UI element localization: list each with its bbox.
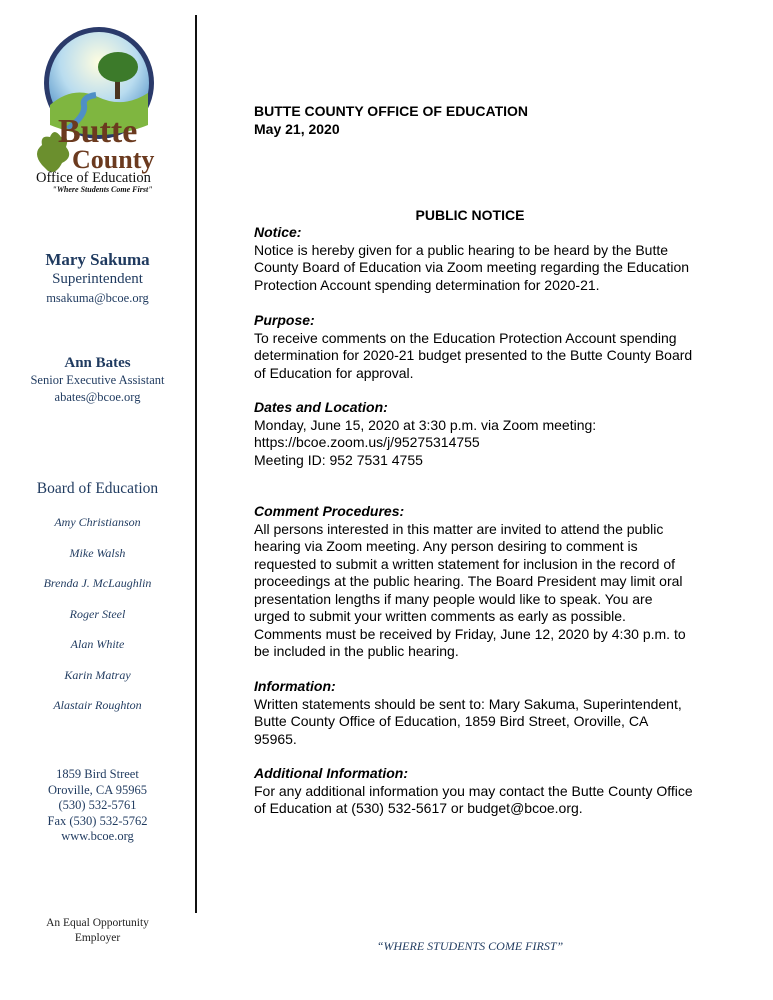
logo-tagline: "Where Students Come First" [52,185,153,194]
equal-opportunity-statement [0,916,195,945]
footer-motto: “WHERE STUDENTS COME FIRST” [376,939,564,953]
sidebar-divider [195,15,197,913]
section-heading: Purpose: [254,312,315,328]
board-member: Karin Matray [64,668,131,682]
section-heading: Comment Procedures: [254,503,405,519]
address-phone: (530) 532-5761 [58,798,137,812]
eoe-line: An Equal Opportunity [46,917,149,929]
section-comment-procedures [254,503,754,661]
section-heading: Additional Information: [254,765,408,781]
section-additional-information [254,765,754,818]
board-member: Alastair Roughton [53,698,142,712]
address-web: www.bcoe.org [61,829,134,843]
logo-tree-canopy [98,52,138,82]
board-member: Roger Steel [69,607,126,621]
section-notice [254,224,754,294]
assistant-email: abates@bcoe.org [54,390,141,404]
notice-title: PUBLIC NOTICE [415,207,525,223]
section-body: To receive comments on the Education Protection Account spending determination for 2020-21 budget presented to the Butte County Board of Education for approval. [254,329,693,381]
section-heading: Dates and Location: [254,399,388,415]
office-address [0,767,195,845]
section-body: Monday, June 15, 2020 at 3:30 p.m. via Zoom meeting: https://bcoe.zoom.us/j/95275314755 Meeting ID: 952 7531 4755 [254,416,597,468]
address-street: 1859 Bird Street [56,767,139,781]
logo-word-butte: Butte [58,113,138,150]
assistant-name: Ann Bates [64,355,131,371]
superintendent-email: msakuma@bcoe.org [46,291,149,305]
superintendent-title: Superintendent [52,271,143,287]
address-city: Oroville, CA 95965 [48,782,147,797]
section-heading: Information: [254,678,336,694]
notice-date: May 21, 2020 [254,121,340,137]
section-body: Written statements should be sent to: Mary Sakuma, Superintendent, Butte County Office of Education, 1859 Bird Street, Oroville, CA 95965. [254,695,682,747]
section-heading: Notice: [254,224,302,240]
section-body: For any additional information you may contact the Butte County Office of Education at (530) 532-5617 or budget@bcoe.org. [254,782,693,816]
eoe-line: Employer [74,931,121,944]
section-purpose [254,312,754,382]
board-member: Brenda J. McLaughlin [43,576,152,590]
section-dates-location [254,399,754,469]
logo-word-county: County [72,145,155,174]
logo-word-office: Office of Education [36,170,151,186]
section-information [254,678,754,748]
board-heading: Board of Education [36,480,159,497]
board-member: Mike Walsh [69,546,126,560]
letterhead-sidebar [0,0,195,1000]
board-member: Alan White [70,637,125,651]
section-body: All persons interested in this matter are invited to attend the public hearing via Zoom meeting. Any person desiring to comment is requested to submit a written statement for inclusion in the record of proceedings at the public hearing. The Board President may limit oral presentation lengths if many people would like to speak. You are urged to submit your written comments as early as possible. Comments must be received by Friday, June 12, 2020 by 4:30 p.m. to be included in the public hearing. [254,520,686,659]
superintendent-name: Mary Sakuma [45,250,150,269]
org-heading: BUTTE COUNTY OFFICE OF EDUCATION [254,103,529,119]
board-member: Amy Christianson [54,515,141,529]
bcoe-logo [28,25,170,200]
assistant-title: Senior Executive Assistant [30,373,165,387]
section-body: Notice is hereby given for a public hearing to be heard by the Butte County Board of Education via Zoom meeting regarding the Education Protection Account spending determination for 2020-21. [254,241,690,293]
address-fax: Fax (530) 532-5762 [47,813,148,828]
